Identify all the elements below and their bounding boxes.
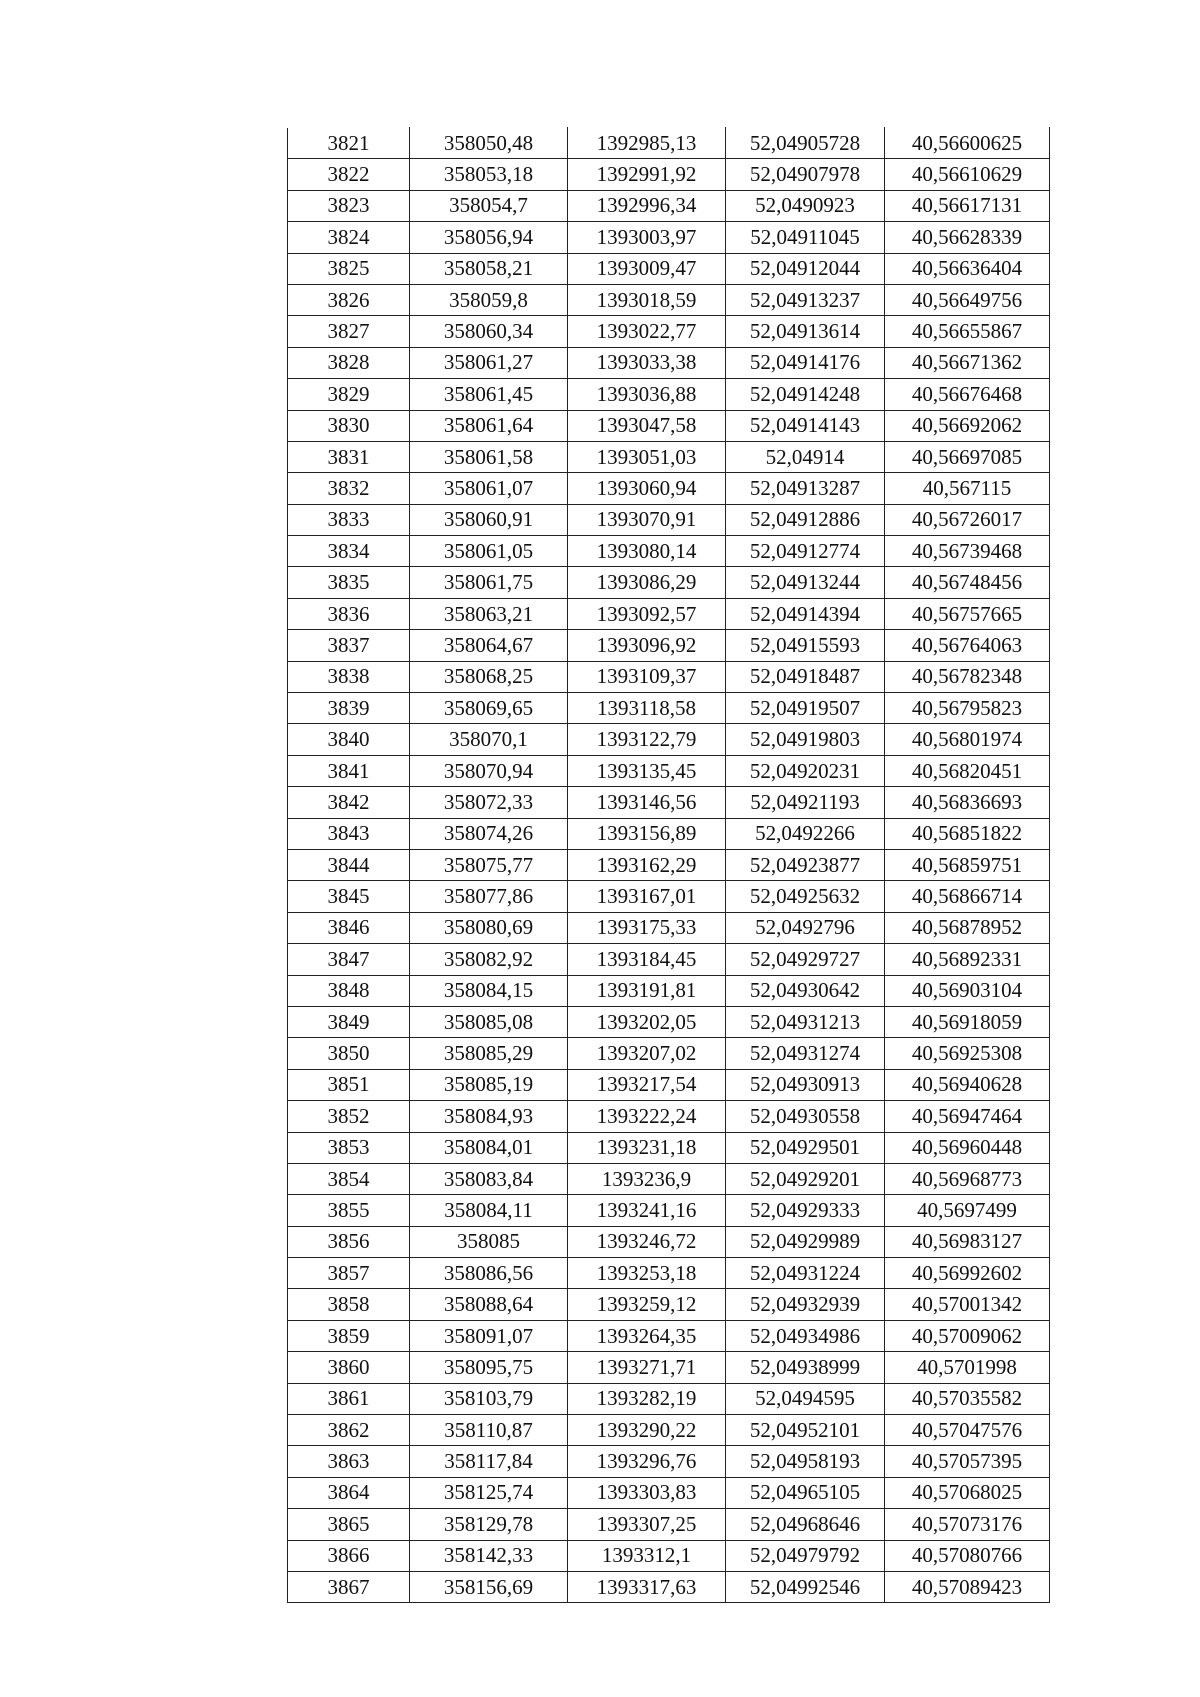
latitude-cell: 52,0492266: [726, 818, 885, 849]
table-row: [288, 536, 1050, 567]
latitude-cell: 52,04923877: [726, 849, 885, 880]
point-number-cell: 3861: [288, 1383, 410, 1414]
point-number-cell: 3839: [288, 693, 410, 724]
table-row: [288, 222, 1050, 253]
longitude-cell: 40,56600625: [885, 128, 1050, 159]
longitude-cell: 40,56925308: [885, 1038, 1050, 1069]
point-number-cell: 3866: [288, 1540, 410, 1571]
table-row: [288, 253, 1050, 284]
longitude-cell: 40,5701998: [885, 1352, 1050, 1383]
x-coordinate-cell: 358070,94: [410, 755, 568, 786]
longitude-cell: 40,56859751: [885, 849, 1050, 880]
table-row: [288, 1038, 1050, 1069]
y-coordinate-cell: 1393290,22: [568, 1415, 726, 1446]
point-number-cell: 3834: [288, 536, 410, 567]
latitude-cell: 52,04965105: [726, 1477, 885, 1508]
x-coordinate-cell: 358084,93: [410, 1101, 568, 1132]
table-row: [288, 598, 1050, 629]
latitude-cell: 52,04905728: [726, 128, 885, 159]
latitude-cell: 52,04931224: [726, 1258, 885, 1289]
latitude-cell: 52,04932939: [726, 1289, 885, 1320]
longitude-cell: 40,56628339: [885, 222, 1050, 253]
longitude-cell: 40,57047576: [885, 1415, 1050, 1446]
latitude-cell: 52,04979792: [726, 1540, 885, 1571]
table-row: [288, 975, 1050, 1006]
longitude-cell: 40,57035582: [885, 1383, 1050, 1414]
x-coordinate-cell: 358054,7: [410, 190, 568, 221]
x-coordinate-cell: 358063,21: [410, 598, 568, 629]
x-coordinate-cell: 358069,65: [410, 693, 568, 724]
y-coordinate-cell: 1393282,19: [568, 1383, 726, 1414]
point-number-cell: 3856: [288, 1226, 410, 1257]
latitude-cell: 52,04914176: [726, 347, 885, 378]
y-coordinate-cell: 1393009,47: [568, 253, 726, 284]
point-number-cell: 3859: [288, 1320, 410, 1351]
y-coordinate-cell: 1393022,77: [568, 316, 726, 347]
latitude-cell: 52,04929989: [726, 1226, 885, 1257]
latitude-cell: 52,04934986: [726, 1320, 885, 1351]
latitude-cell: 52,04912774: [726, 536, 885, 567]
latitude-cell: 52,0494595: [726, 1383, 885, 1414]
y-coordinate-cell: 1393271,71: [568, 1352, 726, 1383]
table-row: [288, 128, 1050, 159]
longitude-cell: 40,56757665: [885, 598, 1050, 629]
x-coordinate-cell: 358085: [410, 1226, 568, 1257]
longitude-cell: 40,56636404: [885, 253, 1050, 284]
longitude-cell: 40,5697499: [885, 1195, 1050, 1226]
x-coordinate-cell: 358059,8: [410, 284, 568, 315]
point-number-cell: 3849: [288, 1006, 410, 1037]
y-coordinate-cell: 1393259,12: [568, 1289, 726, 1320]
y-coordinate-cell: 1393207,02: [568, 1038, 726, 1069]
y-coordinate-cell: 1393175,33: [568, 912, 726, 943]
x-coordinate-cell: 358077,86: [410, 881, 568, 912]
table-row: [288, 1289, 1050, 1320]
x-coordinate-cell: 358095,75: [410, 1352, 568, 1383]
y-coordinate-cell: 1393018,59: [568, 284, 726, 315]
y-coordinate-cell: 1393156,89: [568, 818, 726, 849]
longitude-cell: 40,56918059: [885, 1006, 1050, 1037]
latitude-cell: 52,04968646: [726, 1509, 885, 1540]
latitude-cell: 52,04914394: [726, 598, 885, 629]
longitude-cell: 40,56983127: [885, 1226, 1050, 1257]
longitude-cell: 40,56697085: [885, 441, 1050, 472]
y-coordinate-cell: 1393296,76: [568, 1446, 726, 1477]
y-coordinate-cell: 1393109,37: [568, 661, 726, 692]
y-coordinate-cell: 1393317,63: [568, 1571, 726, 1602]
y-coordinate-cell: 1393253,18: [568, 1258, 726, 1289]
point-number-cell: 3862: [288, 1415, 410, 1446]
table-row: [288, 944, 1050, 975]
point-number-cell: 3840: [288, 724, 410, 755]
y-coordinate-cell: 1392985,13: [568, 128, 726, 159]
y-coordinate-cell: 1393217,54: [568, 1069, 726, 1100]
latitude-cell: 52,04930558: [726, 1101, 885, 1132]
table-row: [288, 881, 1050, 912]
latitude-cell: 52,04921193: [726, 787, 885, 818]
x-coordinate-cell: 358085,29: [410, 1038, 568, 1069]
point-number-cell: 3845: [288, 881, 410, 912]
y-coordinate-cell: 1393162,29: [568, 849, 726, 880]
y-coordinate-cell: 1393003,97: [568, 222, 726, 253]
latitude-cell: 52,04929333: [726, 1195, 885, 1226]
longitude-cell: 40,57073176: [885, 1509, 1050, 1540]
table-row: [288, 1352, 1050, 1383]
longitude-cell: 40,56671362: [885, 347, 1050, 378]
latitude-cell: 52,04914248: [726, 379, 885, 410]
longitude-cell: 40,56748456: [885, 567, 1050, 598]
longitude-cell: 40,57001342: [885, 1289, 1050, 1320]
table-row: [288, 1258, 1050, 1289]
x-coordinate-cell: 358125,74: [410, 1477, 568, 1508]
x-coordinate-cell: 358084,11: [410, 1195, 568, 1226]
latitude-cell: 52,04915593: [726, 630, 885, 661]
table-row: [288, 787, 1050, 818]
table-row: [288, 1069, 1050, 1100]
longitude-cell: 40,56903104: [885, 975, 1050, 1006]
x-coordinate-cell: 358084,01: [410, 1132, 568, 1163]
x-coordinate-cell: 358156,69: [410, 1571, 568, 1602]
y-coordinate-cell: 1392996,34: [568, 190, 726, 221]
longitude-cell: 40,56960448: [885, 1132, 1050, 1163]
latitude-cell: 52,04918487: [726, 661, 885, 692]
y-coordinate-cell: 1393312,1: [568, 1540, 726, 1571]
y-coordinate-cell: 1393047,58: [568, 410, 726, 441]
x-coordinate-cell: 358056,94: [410, 222, 568, 253]
table-row: [288, 347, 1050, 378]
coordinates-table-body: [288, 128, 1050, 1603]
latitude-cell: 52,04931213: [726, 1006, 885, 1037]
latitude-cell: 52,04911045: [726, 222, 885, 253]
table-row: [288, 1571, 1050, 1602]
x-coordinate-cell: 358070,1: [410, 724, 568, 755]
point-number-cell: 3821: [288, 128, 410, 159]
table-row: [288, 1415, 1050, 1446]
point-number-cell: 3852: [288, 1101, 410, 1132]
table-row: [288, 159, 1050, 190]
table-row: [288, 190, 1050, 221]
latitude-cell: 52,04913287: [726, 473, 885, 504]
y-coordinate-cell: 1393135,45: [568, 755, 726, 786]
longitude-cell: 40,56795823: [885, 693, 1050, 724]
x-coordinate-cell: 358061,27: [410, 347, 568, 378]
latitude-cell: 52,0490923: [726, 190, 885, 221]
y-coordinate-cell: 1393246,72: [568, 1226, 726, 1257]
point-number-cell: 3865: [288, 1509, 410, 1540]
point-number-cell: 3824: [288, 222, 410, 253]
longitude-cell: 40,56851822: [885, 818, 1050, 849]
point-number-cell: 3830: [288, 410, 410, 441]
point-number-cell: 3850: [288, 1038, 410, 1069]
point-number-cell: 3829: [288, 379, 410, 410]
table-row: [288, 1163, 1050, 1194]
y-coordinate-cell: 1393060,94: [568, 473, 726, 504]
point-number-cell: 3844: [288, 849, 410, 880]
x-coordinate-cell: 358085,08: [410, 1006, 568, 1037]
x-coordinate-cell: 358061,05: [410, 536, 568, 567]
point-number-cell: 3860: [288, 1352, 410, 1383]
y-coordinate-cell: 1393303,83: [568, 1477, 726, 1508]
x-coordinate-cell: 358086,56: [410, 1258, 568, 1289]
table-row: [288, 1477, 1050, 1508]
longitude-cell: 40,56764063: [885, 630, 1050, 661]
y-coordinate-cell: 1393080,14: [568, 536, 726, 567]
latitude-cell: 52,04958193: [726, 1446, 885, 1477]
latitude-cell: 52,04938999: [726, 1352, 885, 1383]
point-number-cell: 3864: [288, 1477, 410, 1508]
point-number-cell: 3822: [288, 159, 410, 190]
latitude-cell: 52,04919507: [726, 693, 885, 724]
table-row: [288, 1195, 1050, 1226]
x-coordinate-cell: 358064,67: [410, 630, 568, 661]
point-number-cell: 3847: [288, 944, 410, 975]
latitude-cell: 52,04912044: [726, 253, 885, 284]
x-coordinate-cell: 358129,78: [410, 1509, 568, 1540]
longitude-cell: 40,56617131: [885, 190, 1050, 221]
y-coordinate-cell: 1393191,81: [568, 975, 726, 1006]
latitude-cell: 52,04929501: [726, 1132, 885, 1163]
y-coordinate-cell: 1393202,05: [568, 1006, 726, 1037]
longitude-cell: 40,56940628: [885, 1069, 1050, 1100]
longitude-cell: 40,56892331: [885, 944, 1050, 975]
table-row: [288, 379, 1050, 410]
y-coordinate-cell: 1393167,01: [568, 881, 726, 912]
longitude-cell: 40,57057395: [885, 1446, 1050, 1477]
x-coordinate-cell: 358088,64: [410, 1289, 568, 1320]
longitude-cell: 40,57080766: [885, 1540, 1050, 1571]
y-coordinate-cell: 1393184,45: [568, 944, 726, 975]
y-coordinate-cell: 1393118,58: [568, 693, 726, 724]
x-coordinate-cell: 358074,26: [410, 818, 568, 849]
longitude-cell: 40,56878952: [885, 912, 1050, 943]
point-number-cell: 3838: [288, 661, 410, 692]
point-number-cell: 3835: [288, 567, 410, 598]
point-number-cell: 3841: [288, 755, 410, 786]
table-row: [288, 724, 1050, 755]
x-coordinate-cell: 358058,21: [410, 253, 568, 284]
point-number-cell: 3836: [288, 598, 410, 629]
latitude-cell: 52,04925632: [726, 881, 885, 912]
point-number-cell: 3863: [288, 1446, 410, 1477]
x-coordinate-cell: 358083,84: [410, 1163, 568, 1194]
y-coordinate-cell: 1393236,9: [568, 1163, 726, 1194]
longitude-cell: 40,56610629: [885, 159, 1050, 190]
longitude-cell: 40,56782348: [885, 661, 1050, 692]
table-row: [288, 849, 1050, 880]
latitude-cell: 52,04913244: [726, 567, 885, 598]
x-coordinate-cell: 358060,34: [410, 316, 568, 347]
longitude-cell: 40,567115: [885, 473, 1050, 504]
latitude-cell: 52,04952101: [726, 1415, 885, 1446]
x-coordinate-cell: 358061,45: [410, 379, 568, 410]
y-coordinate-cell: 1393033,38: [568, 347, 726, 378]
y-coordinate-cell: 1393264,35: [568, 1320, 726, 1351]
table-row: [288, 1101, 1050, 1132]
table-row: [288, 1383, 1050, 1414]
table-row: [288, 284, 1050, 315]
point-number-cell: 3857: [288, 1258, 410, 1289]
x-coordinate-cell: 358110,87: [410, 1415, 568, 1446]
point-number-cell: 3828: [288, 347, 410, 378]
table-row: [288, 1132, 1050, 1163]
y-coordinate-cell: 1393146,56: [568, 787, 726, 818]
table-row: [288, 818, 1050, 849]
latitude-cell: 52,04913237: [726, 284, 885, 315]
point-number-cell: 3867: [288, 1571, 410, 1602]
y-coordinate-cell: 1393307,25: [568, 1509, 726, 1540]
y-coordinate-cell: 1393086,29: [568, 567, 726, 598]
latitude-cell: 52,04930913: [726, 1069, 885, 1100]
x-coordinate-cell: 358061,64: [410, 410, 568, 441]
longitude-cell: 40,57068025: [885, 1477, 1050, 1508]
latitude-cell: 52,04992546: [726, 1571, 885, 1602]
table-row: [288, 1509, 1050, 1540]
y-coordinate-cell: 1393231,18: [568, 1132, 726, 1163]
point-number-cell: 3833: [288, 504, 410, 535]
longitude-cell: 40,56726017: [885, 504, 1050, 535]
latitude-cell: 52,0492796: [726, 912, 885, 943]
longitude-cell: 40,56739468: [885, 536, 1050, 567]
point-number-cell: 3853: [288, 1132, 410, 1163]
latitude-cell: 52,04929201: [726, 1163, 885, 1194]
longitude-cell: 40,56820451: [885, 755, 1050, 786]
point-number-cell: 3825: [288, 253, 410, 284]
point-number-cell: 3842: [288, 787, 410, 818]
point-number-cell: 3858: [288, 1289, 410, 1320]
table-row: [288, 316, 1050, 347]
x-coordinate-cell: 358080,69: [410, 912, 568, 943]
y-coordinate-cell: 1393051,03: [568, 441, 726, 472]
y-coordinate-cell: 1393241,16: [568, 1195, 726, 1226]
x-coordinate-cell: 358061,07: [410, 473, 568, 504]
longitude-cell: 40,56866714: [885, 881, 1050, 912]
latitude-cell: 52,04919803: [726, 724, 885, 755]
x-coordinate-cell: 358084,15: [410, 975, 568, 1006]
x-coordinate-cell: 358061,75: [410, 567, 568, 598]
longitude-cell: 40,56676468: [885, 379, 1050, 410]
y-coordinate-cell: 1393092,57: [568, 598, 726, 629]
latitude-cell: 52,04912886: [726, 504, 885, 535]
latitude-cell: 52,04931274: [726, 1038, 885, 1069]
point-number-cell: 3831: [288, 441, 410, 472]
x-coordinate-cell: 358072,33: [410, 787, 568, 818]
latitude-cell: 52,04929727: [726, 944, 885, 975]
table-row: [288, 1006, 1050, 1037]
table-row: [288, 630, 1050, 661]
x-coordinate-cell: 358085,19: [410, 1069, 568, 1100]
y-coordinate-cell: 1393222,24: [568, 1101, 726, 1132]
table-row: [288, 504, 1050, 535]
latitude-cell: 52,04907978: [726, 159, 885, 190]
latitude-cell: 52,04930642: [726, 975, 885, 1006]
longitude-cell: 40,56968773: [885, 1163, 1050, 1194]
latitude-cell: 52,04914: [726, 441, 885, 472]
latitude-cell: 52,04914143: [726, 410, 885, 441]
x-coordinate-cell: 358142,33: [410, 1540, 568, 1571]
longitude-cell: 40,56655867: [885, 316, 1050, 347]
x-coordinate-cell: 358053,18: [410, 159, 568, 190]
x-coordinate-cell: 358103,79: [410, 1383, 568, 1414]
x-coordinate-cell: 358117,84: [410, 1446, 568, 1477]
x-coordinate-cell: 358068,25: [410, 661, 568, 692]
table-row: [288, 1226, 1050, 1257]
x-coordinate-cell: 358050,48: [410, 128, 568, 159]
longitude-cell: 40,56947464: [885, 1101, 1050, 1132]
x-coordinate-cell: 358082,92: [410, 944, 568, 975]
x-coordinate-cell: 358060,91: [410, 504, 568, 535]
point-number-cell: 3848: [288, 975, 410, 1006]
longitude-cell: 40,57089423: [885, 1571, 1050, 1602]
point-number-cell: 3826: [288, 284, 410, 315]
y-coordinate-cell: 1392991,92: [568, 159, 726, 190]
longitude-cell: 40,56649756: [885, 284, 1050, 315]
point-number-cell: 3854: [288, 1163, 410, 1194]
longitude-cell: 40,57009062: [885, 1320, 1050, 1351]
latitude-cell: 52,04920231: [726, 755, 885, 786]
longitude-cell: 40,56992602: [885, 1258, 1050, 1289]
point-number-cell: 3843: [288, 818, 410, 849]
coordinates-table: [287, 127, 1050, 1603]
table-row: [288, 410, 1050, 441]
point-number-cell: 3823: [288, 190, 410, 221]
table-row: [288, 567, 1050, 598]
point-number-cell: 3855: [288, 1195, 410, 1226]
table-row: [288, 912, 1050, 943]
table-row: [288, 1320, 1050, 1351]
x-coordinate-cell: 358061,58: [410, 441, 568, 472]
table-row: [288, 1446, 1050, 1477]
x-coordinate-cell: 358075,77: [410, 849, 568, 880]
longitude-cell: 40,56692062: [885, 410, 1050, 441]
y-coordinate-cell: 1393122,79: [568, 724, 726, 755]
y-coordinate-cell: 1393036,88: [568, 379, 726, 410]
point-number-cell: 3832: [288, 473, 410, 504]
latitude-cell: 52,04913614: [726, 316, 885, 347]
x-coordinate-cell: 358091,07: [410, 1320, 568, 1351]
point-number-cell: 3846: [288, 912, 410, 943]
table-row: [288, 755, 1050, 786]
table-row: [288, 441, 1050, 472]
longitude-cell: 40,56801974: [885, 724, 1050, 755]
table-row: [288, 693, 1050, 724]
y-coordinate-cell: 1393096,92: [568, 630, 726, 661]
point-number-cell: 3851: [288, 1069, 410, 1100]
point-number-cell: 3837: [288, 630, 410, 661]
y-coordinate-cell: 1393070,91: [568, 504, 726, 535]
table-row: [288, 473, 1050, 504]
point-number-cell: 3827: [288, 316, 410, 347]
table-row: [288, 661, 1050, 692]
longitude-cell: 40,56836693: [885, 787, 1050, 818]
table-row: [288, 1540, 1050, 1571]
